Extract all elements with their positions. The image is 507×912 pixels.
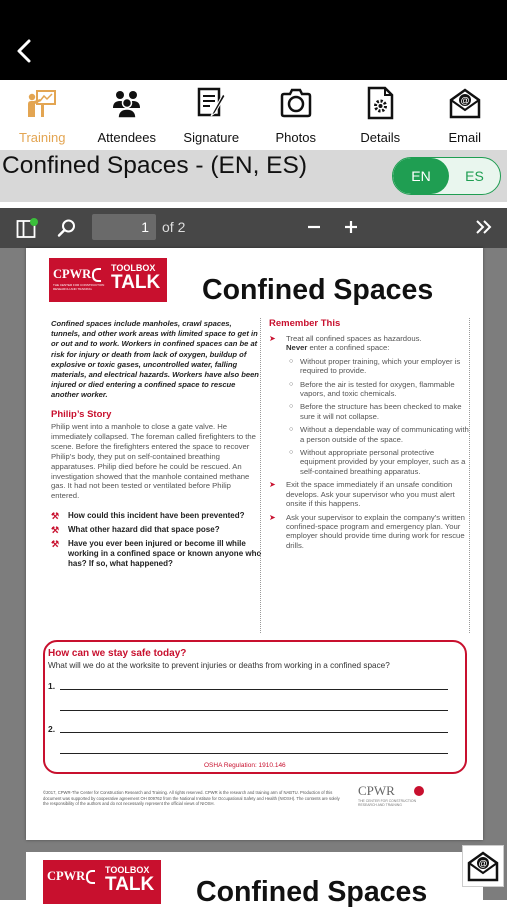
list-item: ⚒ Have you ever been injured or become ill while working in a confined space or known anyone who has? If so, what happened? [51,539,263,569]
camera-icon [279,86,313,120]
training-icon [25,86,59,120]
zoom-in-icon[interactable] [343,219,359,235]
language-es-button[interactable]: ES [449,158,500,194]
logo-subtitle: THE CENTER FOR CONSTRUCTION RESEARCH AND TRAINING [53,283,109,291]
hammer-icon: ⚒ [51,539,59,549]
column-divider [469,318,470,633]
tab-signature-label: Signature [183,130,239,145]
email-icon [448,86,482,120]
footer-logo-text: CPWR [358,783,395,799]
tab-bar [0,80,507,150]
circle-bullet-icon: ○ [289,402,293,411]
details-icon [363,86,397,120]
list-item: ⚒ How could this incident have been prevented? [51,511,263,521]
circle-bullet-icon: ○ [289,448,293,457]
zoom-out-icon[interactable] [306,219,322,235]
logo-cpwr: CPWR [47,869,85,884]
back-chevron-icon[interactable] [12,38,38,64]
document-title: Confined Spaces [202,274,433,307]
tab-email-label: Email [448,130,481,145]
svg-text:@: @ [460,96,469,106]
logo-bracket-icon [92,268,101,282]
arrow-icon: ➤ [269,480,276,489]
list-item: ○ Without appropriate personal protective equipment provided by your employer, such as a self-contained breathing apparatus. [269,448,469,476]
circle-bullet-icon: ○ [289,357,293,366]
intro-paragraph: Confined spaces include manholes, crawl spaces, tunnels, and other work areas with limited space to get in or out and to work. Workers in confined spaces can be at risk for injury or death from lack of oxygen, buildup of explosive or toxic gases, uncontrolled water, falling materials, and electrical hazards. Workers have also been injured or died entering a confined space to rescue another worker. [51,319,261,401]
pdf-page-1 [26,248,483,840]
osha-regulation: OSHA Regulation: 1910.146 [204,762,286,769]
question-list [51,511,263,573]
page-count: of 2 [162,219,185,235]
answer-line [60,689,448,690]
pdf-page-2 [26,852,483,912]
remember-heading: Remember This [269,318,340,329]
answer-number-1: 1. [48,681,55,691]
page-title: Confined Spaces - (EN, ES) [2,152,307,180]
tab-attendees[interactable] [85,80,170,150]
tab-photos[interactable] [254,80,339,150]
list-item: ○ Before the structure has been checked to make sure it will not collapse. [269,402,469,421]
tab-attendees-label: Attendees [97,130,156,145]
answer-number-2: 2. [48,724,55,734]
logo-bracket-icon [86,870,95,884]
safety-heading: How can we stay safe today? [48,648,186,659]
hammer-icon: ⚒ [51,511,59,521]
top-bar [0,0,507,80]
column-divider [260,318,261,633]
list-item: ○ Without proper training, which your employer is required to provide. [269,357,469,376]
story-heading: Philip’s Story [51,409,111,420]
tab-signature[interactable] [169,80,254,150]
answer-line [60,710,448,711]
circle-bullet-icon: ○ [289,425,293,434]
sidebar-toggle-icon[interactable] [16,218,38,240]
footer-text: ©2017, CPWR-The Center for Construction Research and Training. All rights reserved. CPWR is the research and training arm of NABTU. Production of this document was supported by cooperative agreement OH 009762 from the National Institute for Occupational Safety and Health (NIOSH). The contents are solely the responsibility of the authors and do not necessarily represent the official views of NIOSH. [43,790,343,807]
page-number-input[interactable]: 1 [92,214,156,240]
logo-talk: TALK [105,875,154,895]
footer-logo-subtitle: THE CENTER FOR CONSTRUCTION RESEARCH AND TRAINING [358,799,432,807]
safety-question: What will we do at the worksite to prevent injuries or deaths from working in a confined space? [48,661,390,670]
answer-line [60,732,448,733]
circle-bullet-icon: ○ [289,380,293,389]
remember-list [269,334,469,554]
list-item: ➤ Treat all confined spaces as hazardous. Never enter a confined space: [269,334,469,353]
logo-talk: TALK [111,273,160,293]
list-item: ➤ Ask your supervisor to explain the company’s written confined-space program and emergency plan. Your employer should provide time during work for rescue drills. [269,513,469,551]
list-item: ➤ Exit the space immediately if an unsafe condition develops. Ask your supervisor who you must alert onsite if this happens. [269,480,469,508]
document-title: Confined Spaces [196,876,427,909]
attendees-icon [110,86,144,120]
logo-cpwr: CPWR [53,267,91,282]
tab-details-label: Details [360,130,400,145]
logo-mark-icon [414,786,424,796]
toolbox-talk-logo [49,258,167,302]
list-item: ○ Without a dependable way of communicating with a person outside of the space. [269,425,469,444]
arrow-icon: ➤ [269,513,276,522]
email-floating-button[interactable] [462,845,504,887]
email-icon [466,849,500,883]
svg-text:@: @ [479,859,488,869]
answer-line [60,753,448,754]
language-en-button[interactable]: EN [393,158,449,194]
logo-toolbox: TOOLBOX [105,865,149,875]
list-item: ⚒ What other hazard did that space pose? [51,525,263,535]
story-paragraph: Philip went into a manhole to close a gate valve. He immediately collapsed. The foreman called firefighters to the scene. Before the firefighters entered the space to recover Philip’s body, they put on self-contained breathing apparatuses. Philip died before he could be rescued. An investigation showed that the manhole contained methane gas. It had not been tested or ventilated before Philip entered. [51,422,261,501]
search-icon[interactable] [57,218,77,238]
tab-training[interactable] [0,80,85,150]
language-toggle[interactable] [392,157,501,195]
tab-details[interactable] [338,80,423,150]
double-chevron-right-icon[interactable] [474,219,494,235]
signature-icon [194,86,228,120]
logo-toolbox: TOOLBOX [111,263,155,273]
tab-training-label: Training [19,130,65,145]
toolbox-talk-logo [43,860,161,904]
arrow-icon: ➤ [269,334,276,343]
list-item: ○ Before the air is tested for oxygen, flammable vapors, and toxic chemicals. [269,380,469,399]
hammer-icon: ⚒ [51,525,59,535]
tab-photos-label: Photos [276,130,316,145]
tab-email[interactable] [423,80,507,150]
